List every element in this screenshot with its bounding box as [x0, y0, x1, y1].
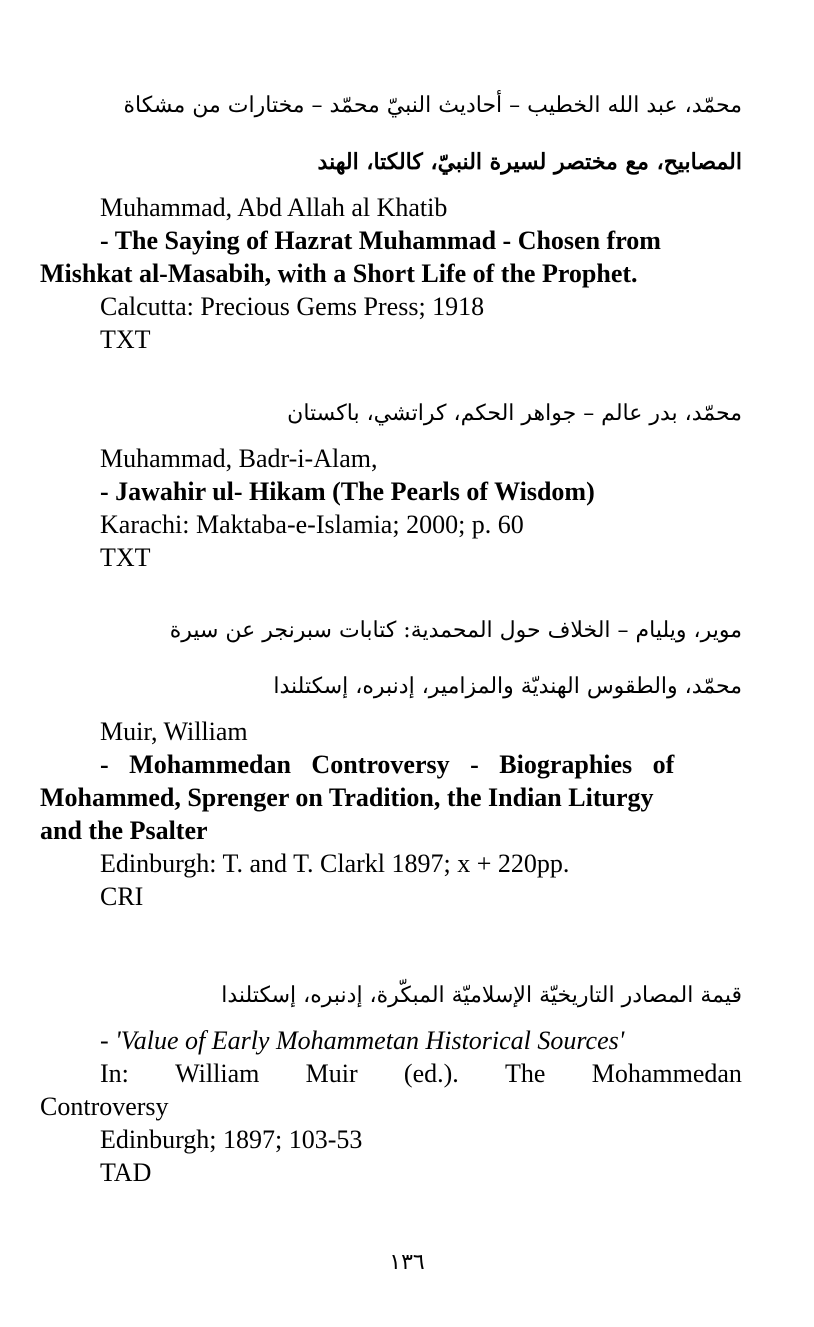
in-reference-word: In:	[100, 1059, 129, 1088]
arabic-citation-line: محمّد، عبد الله الخطيب – أحاديث النبيّ محمّد – مختارات من مشكاة	[123, 93, 742, 118]
publication: Karachi: Maktaba-e-Islamia; 2000; p. 60	[100, 510, 524, 539]
title-line: - The Saying of Hazrat Muhammad - Chosen from	[100, 226, 661, 255]
in-reference-word: William	[175, 1059, 260, 1088]
bibliography-entry-2	[40, 386, 742, 574]
source-code: TAD	[100, 1158, 152, 1187]
publication: Calcutta: Precious Gems Press; 1918	[100, 292, 485, 321]
in-reference-word: (ed.).	[403, 1059, 459, 1088]
title-line: Mohammed, Sprenger on Tradition, the Indian Liturgy	[40, 783, 654, 812]
in-reference-word: The	[505, 1059, 546, 1088]
title-line: - Jawahir ul- Hikam (The Pearls of Wisdom)	[100, 477, 595, 506]
title-line: Mishkat al-Masabih, with a Short Life of the Prophet.	[40, 259, 638, 288]
arabic-citation-line: محمّد، بدر عالم – جواهر الحكم، كراتشي، باكستان	[287, 401, 742, 426]
title-line: - Mohammedan Controversy - Biographies of	[100, 750, 675, 779]
in-reference-word: Muir	[305, 1059, 358, 1088]
author: Muhammad, Badr-i-Alam,	[100, 444, 378, 473]
bibliography-entry-1	[40, 78, 742, 356]
author: Muir, William	[100, 717, 248, 746]
arabic-citation-line: موير، ويليام – الخلاف حول المحمدية: كتابات سبرنجر عن سيرة	[169, 618, 742, 643]
title-line: and the Psalter	[40, 816, 208, 845]
arabic-citation-text: المصابيح، مع مختصر لسيرة النبيّ، كالكتا، الهند	[317, 149, 742, 175]
arabic-citation-line: محمّد، والطقوس الهنديّة والمزامير، إدنبره، إسكتلندا	[273, 674, 742, 699]
publication: Edinburgh; 1897; 103-53	[100, 1125, 363, 1154]
arabic-citation-line: قيمة المصادر التاريخيّة الإسلاميّة المبكّرة، إدنبره، إسكتلندا	[221, 983, 742, 1008]
bibliography-entry-4	[40, 968, 742, 1189]
publication: Edinburgh: T. and T. Clarkl 1897; x + 220pp.	[100, 849, 570, 878]
in-reference-continued: Controversy	[40, 1092, 169, 1121]
in-reference-word: Mohammedan	[591, 1059, 742, 1088]
source-code: CRI	[100, 882, 144, 911]
arabic-citation-line	[40, 134, 742, 191]
in-reference-line	[40, 1057, 742, 1090]
source-code: TXT	[100, 543, 151, 572]
page-number: ١٣٦	[389, 1250, 425, 1275]
source-code: TXT	[100, 325, 151, 354]
title-line: - 'Value of Early Mohammetan Historical Sources'	[100, 1026, 625, 1055]
bibliography-entry-3	[40, 603, 742, 913]
author: Muhammad, Abd Allah al Khatib	[100, 193, 448, 222]
